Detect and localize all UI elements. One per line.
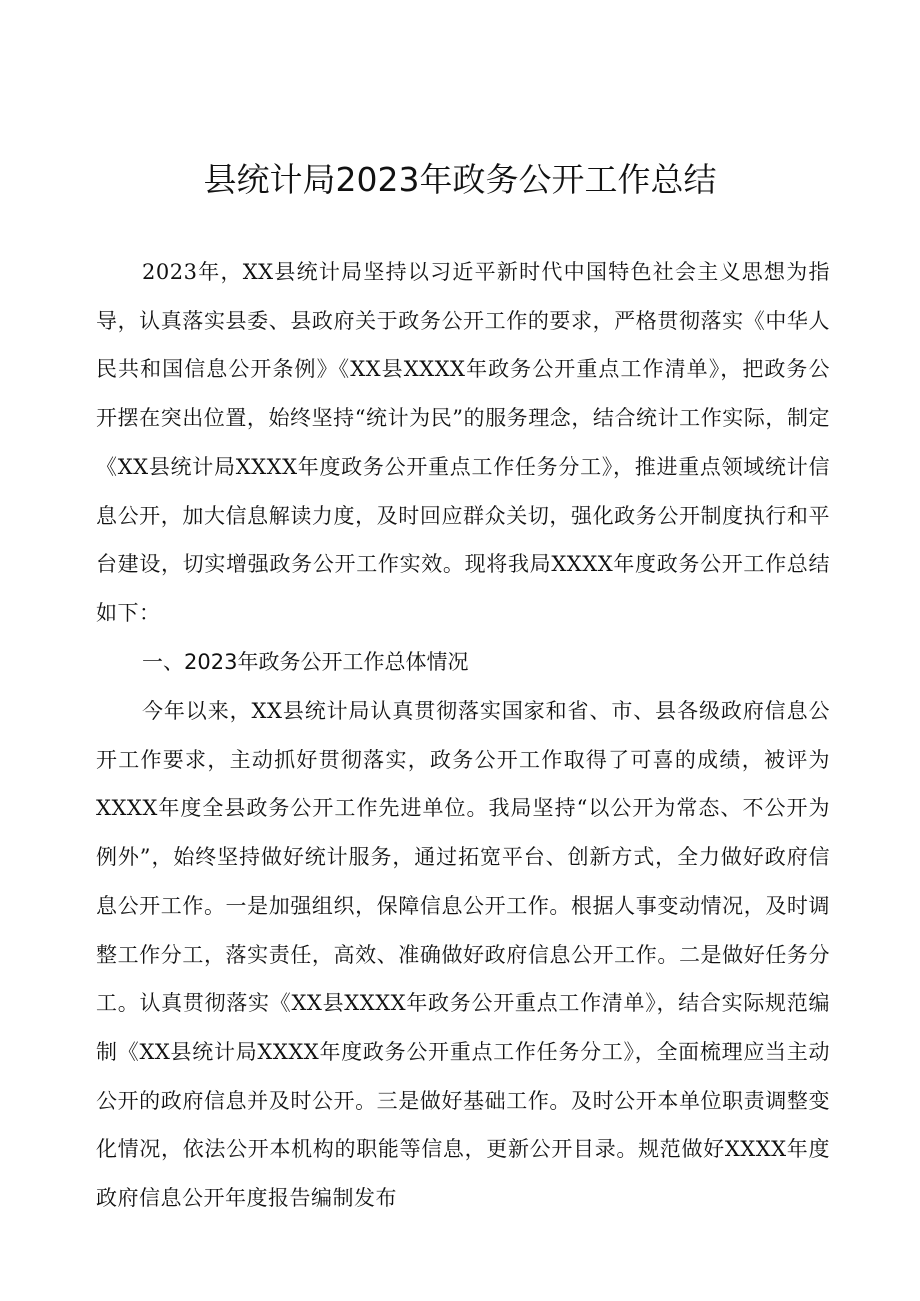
section-paragraph: 今年以来，XX县统计局认真贯彻落实国家和省、市、县各级政府信息公开工作要求，主动抓好贯彻落实，政务公开工作取得了可喜的成绩，被评为XXXX年度全县政务公开工作先进单位。我局坚持“以公开为常态、不公开为例外”，始终坚持做好统计服务，通过拓宽平台、创新方式，全力做好政府信息公开工作。一是加强组织，保障信息公开工作。根据人事变动情况，及时调整工作分工，落实责任，高效、准确做好政府信息公开工作。二是做好任务分工。认真贯彻落实《XX县XXXX年政务公开重点工作清单》，结合实际规范编制《XX县统计局XXXX年度政务公开重点工作任务分工》，全面梳理应当主动公开的政府信息并及时公开。三是做好基础工作。及时公开本单位职责调整变化情况，依法公开本机构的职能等信息，更新公开目录。规范做好XXXX年度政府信息公开年度报告编制发布	[96, 699, 830, 1211]
section-heading: 一、2023年政务公开工作总体情况	[142, 650, 469, 674]
intro-paragraph: 2023年，XX县统计局坚持以习近平新时代中国特色社会主义思想为指导，认真落实县委、县政府关于政务公开工作的要求，严格贯彻落实《中华人民共和国信息公开条例》《XX县XXXX年政务公开重点工作清单》，把政务公开摆在突出位置，始终坚持“统计为民”的服务理念，结合统计工作实际，制定《XX县统计局XXXX年度政务公开重点工作任务分工》，推进重点领域统计信息公开，加大信息解读力度，及时回应群众关切，强化政务公开制度执行和平台建设，切实增强政务公开工作实效。现将我局XXXX年度政务公开工作总结如下：	[96, 260, 830, 625]
document-title: 县统计局2023年政务公开工作总结	[203, 160, 717, 199]
